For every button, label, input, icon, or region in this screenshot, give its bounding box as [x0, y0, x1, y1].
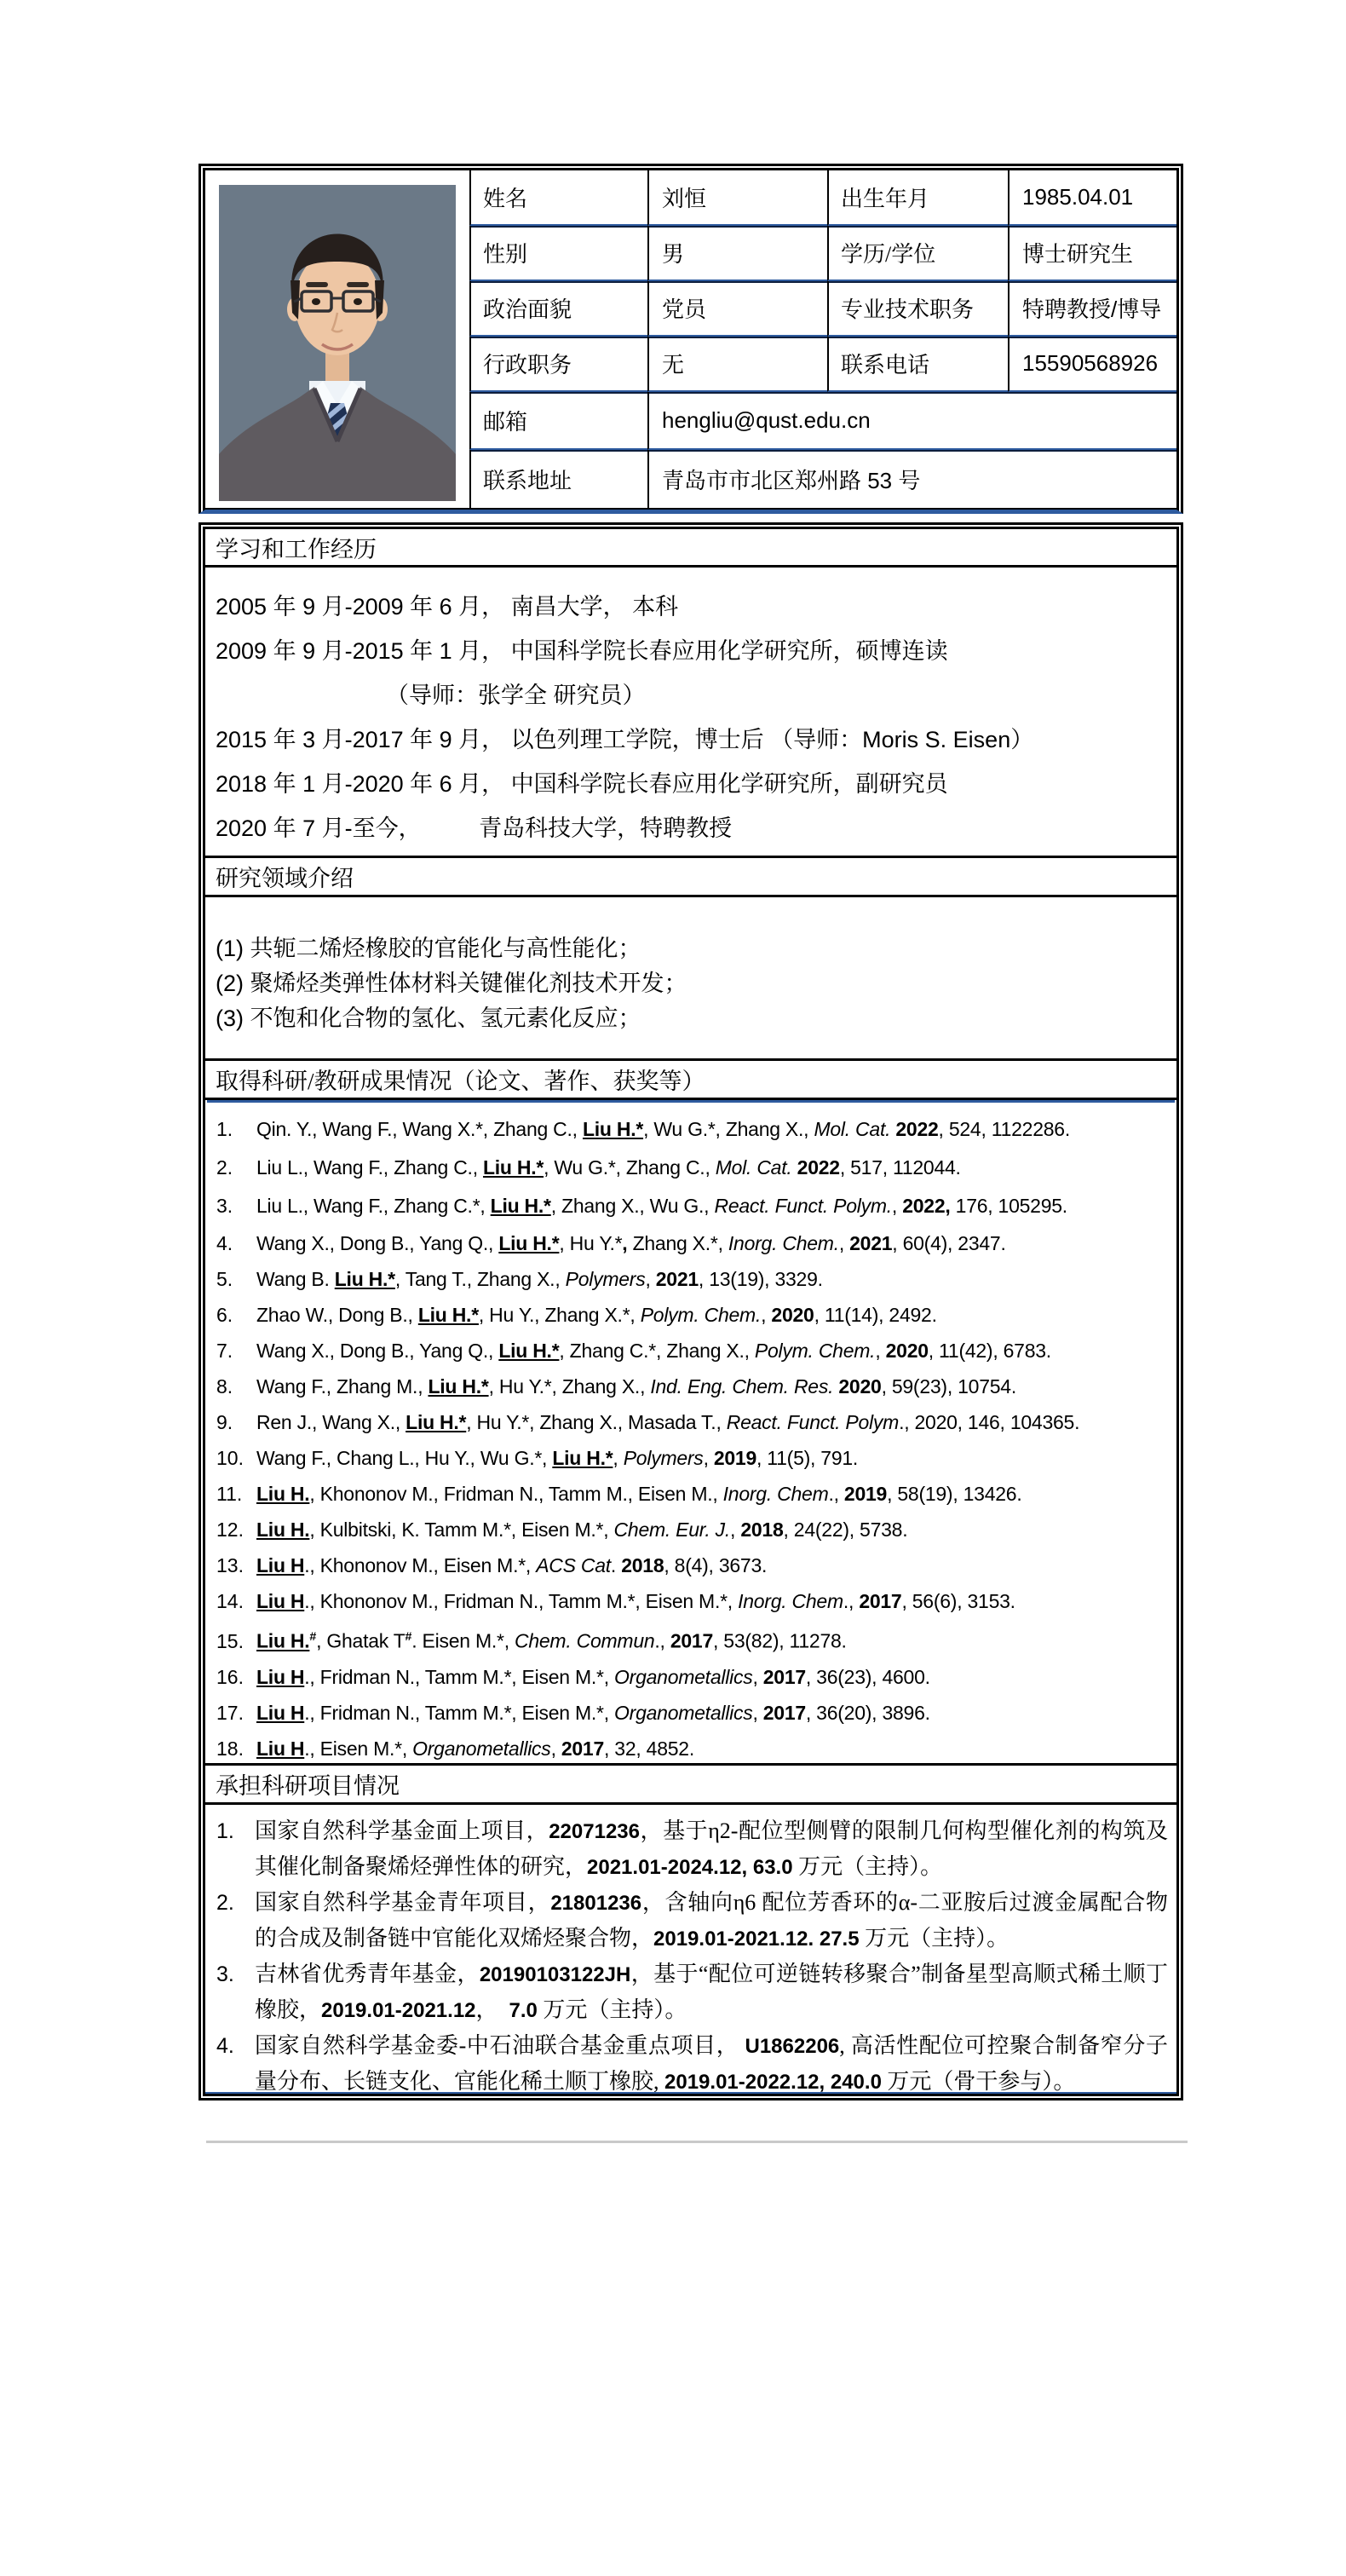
project-number: 4. [216, 2034, 234, 2058]
text-segment: Ind. Eng. Chem. Res. [650, 1375, 839, 1397]
portrait-photo [219, 185, 456, 501]
text-segment: # [309, 1630, 317, 1644]
text-segment: 万元（主持）。 [859, 1926, 1010, 1951]
text-segment: Polym. Chem. [640, 1304, 762, 1326]
text-segment: ., Khononov M., Eisen M.*, [304, 1554, 537, 1576]
text-segment: Liu H. [256, 1519, 310, 1541]
text-segment: Inorg. Chem [738, 1590, 843, 1612]
text-segment: ，含轴向η6 配位芳香环的α-二亚胺后过渡金属配合物的合成及制备链中官能化双烯烃聚合物， [255, 1890, 1168, 1951]
bottom-divider-line [206, 2141, 1188, 2143]
publication-text [256, 1547, 1170, 1583]
publication-text [256, 1261, 1170, 1297]
info-label: 专业技术职务 [827, 281, 1008, 337]
text-segment: ，基于η2-配位型侧臂的限制几何构型催化剂的构筑及其催化制备聚烯烃弹性体的研究， [255, 1818, 1168, 1879]
text-segment: 2020 [771, 1304, 814, 1326]
text-segment: 万元（骨干参与）。 [881, 2069, 1076, 2094]
project-text [255, 1885, 1168, 1956]
research-area-item: (2) 聚烯烃类弹性体材料关键催化剂技术开发； [216, 971, 687, 996]
publication-number: 1. [216, 1118, 233, 1140]
publication-text [256, 1659, 1170, 1695]
resume-document [198, 164, 1183, 2143]
text-segment: 20190103122JH [479, 1963, 631, 1986]
text-segment: 万元（主持）。 [792, 1854, 943, 1879]
publication-item [216, 1404, 1170, 1440]
publication-number: 10. [216, 1447, 244, 1469]
publication-text [256, 1149, 1170, 1187]
info-label: 出生年月 [827, 170, 1008, 226]
publication-item [216, 1619, 1170, 1659]
text-segment: , [752, 1701, 763, 1724]
text-segment: , 11(42), 6783. [928, 1340, 1051, 1362]
experience-line: 2009 年 9 月-2015 年 1 月， 中国科学院长春应用化学研究所，硕博连读 [216, 638, 948, 664]
info-value: 刘恒 [647, 170, 827, 226]
text-segment: 2017 [561, 1737, 605, 1760]
text-segment: , 11(5), 791. [756, 1447, 859, 1469]
text-segment: Chem. Eur. J. [613, 1519, 731, 1541]
info-label: 行政职务 [469, 337, 647, 392]
text-segment: 2022, [902, 1195, 951, 1217]
text-segment: , [645, 1268, 656, 1290]
text-segment: Liu H. [256, 1629, 310, 1652]
text-segment: Wang X., Dong B., Yang Q., [256, 1232, 499, 1254]
text-segment: Liu H.* [498, 1232, 560, 1254]
publication-text [256, 1187, 1170, 1225]
publication-number: 6. [216, 1304, 233, 1326]
text-segment: Wang B. [256, 1268, 335, 1290]
publication-number: 5. [216, 1268, 233, 1290]
text-segment: , [730, 1519, 741, 1541]
text-segment: , Wu G.*, Zhang C., [544, 1156, 716, 1179]
text-segment: , Ghatak T [316, 1629, 406, 1652]
text-segment: Zhang X.*, [632, 1232, 728, 1254]
text-segment: Ren J., Wang X., [256, 1411, 406, 1433]
publication-item [216, 1659, 1170, 1695]
text-segment: , 36(23), 4600. [805, 1665, 930, 1688]
text-segment: , 524, 1122286. [938, 1118, 1070, 1140]
text-segment: , [891, 1195, 903, 1217]
text-segment: Mol. Cat. [715, 1156, 797, 1179]
text-segment: Liu H.* [406, 1411, 467, 1433]
text-segment: Wang F., Chang L., Hu Y., Wu G.*, [256, 1447, 553, 1469]
project-text [255, 1956, 1168, 2028]
text-segment: 2020 [838, 1375, 882, 1397]
publication-text [256, 1404, 1170, 1440]
publication-number: 7. [216, 1340, 233, 1362]
project-number: 3. [216, 1962, 234, 1986]
photo-cell [205, 170, 469, 508]
text-segment: ., [654, 1629, 670, 1652]
text-segment: 2022 [895, 1118, 939, 1140]
text-segment: 2019 [843, 1483, 888, 1505]
text-segment: Chem. Commun [514, 1629, 655, 1652]
text-segment: Liu L., Wang F., Zhang C., [256, 1156, 483, 1179]
publication-item [216, 1583, 1170, 1619]
project-text [255, 2028, 1168, 2094]
text-segment: 176, 105295. [950, 1195, 1067, 1217]
text-segment: ., Fridman N., Tamm M.*, Eisen M.*, [304, 1665, 615, 1688]
text-segment: Liu H.* [482, 1156, 544, 1179]
text-segment: Liu H.* [417, 1304, 479, 1326]
text-segment: . Eisen M.*, [411, 1629, 515, 1652]
text-segment: , [761, 1304, 772, 1326]
text-segment: , 36(20), 3896. [805, 1701, 930, 1724]
text-segment: ， [475, 1997, 509, 2022]
text-segment: 2017 [859, 1590, 902, 1612]
info-value: 青岛市市北区郑州路 53 号 [647, 450, 1176, 508]
text-segment: , 517, 112044. [839, 1156, 961, 1179]
text-segment: Wang F., Zhang M., [256, 1375, 429, 1397]
publication-text [256, 1225, 1170, 1261]
text-segment: 2021.01-2024.12, 63.0 [587, 1856, 793, 1879]
publication-number: 14. [216, 1590, 244, 1612]
text-segment: Zhao W., Dong B., [256, 1304, 418, 1326]
text-segment: , 53(82), 11278. [713, 1629, 847, 1652]
publication-item [216, 1369, 1170, 1404]
publication-number: 15. [216, 1629, 244, 1652]
publication-item [216, 1261, 1170, 1297]
text-segment: , 58(19), 13426. [887, 1483, 1022, 1505]
text-segment: ., [843, 1590, 860, 1612]
text-segment: 吉林省优秀青年基金， [255, 1962, 480, 1986]
text-segment: , Kulbitski, K. Tamm M.*, Eisen M.*, [309, 1519, 614, 1541]
text-segment: Organometallics [412, 1737, 551, 1760]
experience-line: （导师：张学全 研究员） [386, 683, 646, 708]
text-segment: . [610, 1554, 622, 1576]
text-segment: Liu H [256, 1665, 305, 1688]
text-segment: 2017 [762, 1701, 806, 1724]
info-value: 15590568926 [1008, 337, 1176, 392]
text-segment: Organometallics [614, 1701, 753, 1724]
text-segment: Liu H.* [498, 1340, 560, 1362]
text-segment: Liu H.* [552, 1447, 613, 1469]
text-segment: , Tang T., Zhang X., [394, 1268, 566, 1290]
text-segment: , [622, 1232, 633, 1254]
text-segment: 2019.01-2022.12, 240.0 [664, 2071, 882, 2094]
text-segment: , Wu G.*, Zhang X., [643, 1118, 814, 1140]
info-value: 男 [647, 226, 827, 281]
text-segment: Liu H [256, 1554, 305, 1576]
publication-text [256, 1333, 1170, 1369]
publication-number: 9. [216, 1411, 233, 1433]
text-segment: , Zhang C.*, Zhang X., [559, 1340, 755, 1362]
text-segment: ., 2020, 146, 104365. [899, 1411, 1080, 1433]
text-segment: , 8(4), 3673. [664, 1554, 768, 1576]
text-segment: React. Funct. Polym. [714, 1195, 892, 1217]
publication-item [216, 1187, 1170, 1225]
section-content-research [205, 897, 1176, 1058]
text-segment: ACS Cat [536, 1554, 611, 1576]
research-area-item: (1) 共轭二烯烃橡胶的官能化与高性能化； [216, 936, 641, 961]
text-segment: ，基于“配位可逆链转移聚合”制备星型高顺式稀土顺丁橡胶， [255, 1962, 1168, 2022]
text-segment: Mol. Cat. [814, 1118, 896, 1140]
text-segment: ., [828, 1483, 844, 1505]
text-segment: , 11(14), 2492. [814, 1304, 937, 1326]
info-value: 1985.04.01 [1008, 170, 1176, 226]
publication-number: 4. [216, 1232, 233, 1254]
section-header-research: 研究领域介绍 [205, 856, 1176, 897]
project-item [216, 2028, 1168, 2094]
text-segment: 2018 [621, 1554, 664, 1576]
text-segment: , [875, 1340, 886, 1362]
project-item [216, 1885, 1168, 1956]
text-segment: 2019.01-2021.12. 27.5 [653, 1928, 860, 1951]
text-segment: Organometallics [614, 1665, 753, 1688]
text-segment: 22071236 [549, 1820, 640, 1843]
publication-number: 3. [216, 1195, 233, 1217]
text-segment: , [613, 1447, 624, 1469]
publication-item [216, 1110, 1170, 1149]
text-segment: 万元（主持）。 [537, 1997, 687, 2022]
publication-number: 2. [216, 1156, 233, 1179]
text-segment: Liu H.* [582, 1118, 644, 1140]
text-segment: , 32, 4852. [604, 1737, 694, 1760]
publication-text [256, 1110, 1170, 1149]
text-segment: 2021 [655, 1268, 699, 1290]
publication-number: 18. [216, 1737, 244, 1760]
publication-item [216, 1440, 1170, 1476]
text-segment: Liu H.* [334, 1268, 395, 1290]
publication-item [216, 1476, 1170, 1512]
personal-info-table [198, 164, 1183, 514]
info-value: 特聘教授/博导 [1008, 281, 1176, 337]
text-segment: Qin. Y., Wang F., Wang X.*, Zhang C., [256, 1118, 583, 1140]
text-segment: , [703, 1447, 714, 1469]
project-item [216, 1956, 1168, 2028]
text-segment: 2021 [849, 1232, 893, 1254]
text-segment: , [838, 1232, 850, 1254]
publication-item [216, 1731, 1170, 1763]
experience-line: 2005 年 9 月-2009 年 6 月， 南昌大学， 本科 [216, 594, 679, 620]
publication-item [216, 1149, 1170, 1187]
text-segment: , [752, 1665, 763, 1688]
text-segment: , Hu Y.*, Zhang X., [488, 1375, 651, 1397]
section-header-publications: 取得科研/教研成果情况（论文、著作、获奖等） [205, 1058, 1176, 1100]
info-label: 性别 [469, 226, 647, 281]
text-segment: ., Eisen M.*, [304, 1737, 413, 1760]
text-segment: Inorg. Chem. [728, 1232, 839, 1254]
text-segment: 2018 [740, 1519, 784, 1541]
text-segment: , 高活性配位可控聚合制备窄分子量分布、长链支化、官能化稀土顺丁橡胶, [255, 2033, 1168, 2094]
text-segment: 国家自然科学基金青年项目， [255, 1890, 551, 1915]
info-value: 博士研究生 [1008, 226, 1176, 281]
publication-item [216, 1547, 1170, 1583]
text-segment: 2017 [762, 1665, 806, 1688]
section-content-publications [205, 1100, 1176, 1763]
section-header-experience: 学习和工作经历 [205, 529, 1176, 568]
text-segment: , Khononov M., Fridman N., Tamm M., Eisen M., [309, 1483, 723, 1505]
text-segment: Liu H [256, 1590, 305, 1612]
text-segment: Liu H.* [428, 1375, 489, 1397]
info-value: 无 [647, 337, 827, 392]
text-segment: , [550, 1737, 561, 1760]
text-segment: Liu H [256, 1701, 305, 1724]
publication-number: 12. [216, 1519, 244, 1541]
info-label: 邮箱 [469, 392, 647, 450]
text-segment: Polym. Chem. [754, 1340, 876, 1362]
info-value: hengliu@qust.edu.cn [647, 392, 1176, 450]
info-label: 政治面貌 [469, 281, 647, 337]
text-segment: 21801236 [550, 1892, 642, 1915]
text-segment: , 59(23), 10754. [881, 1375, 1016, 1397]
text-segment: , Hu Y.*, Zhang X., Masada T., [466, 1411, 727, 1433]
publication-text [256, 1512, 1170, 1547]
text-segment: , Hu Y., Zhang X.*, [478, 1304, 641, 1326]
publication-text [256, 1476, 1170, 1512]
main-table [198, 522, 1183, 2101]
info-value: 党员 [647, 281, 827, 337]
text-segment: , 13(19), 3329. [698, 1268, 823, 1290]
research-area-item: (3) 不饱和化合物的氢化、氢元素化反应； [216, 1006, 641, 1031]
info-label: 联系电话 [827, 337, 1008, 392]
experience-line: 2015 年 3 月-2017 年 9 月， 以色列理工学院，博士后 （导师：Moris S. Eisen） [216, 727, 1034, 752]
publication-item [216, 1512, 1170, 1547]
text-segment: , 24(22), 5738. [783, 1519, 908, 1541]
project-number: 2. [216, 1891, 234, 1915]
text-segment: , 56(6), 3153. [901, 1590, 1015, 1612]
text-segment: , Hu Y.* [559, 1232, 623, 1254]
project-text [255, 1813, 1168, 1885]
text-segment: 国家自然科学基金面上项目， [255, 1818, 549, 1843]
text-segment: Wang X., Dong B., Yang Q., [256, 1340, 499, 1362]
text-segment: Liu H. [256, 1483, 310, 1505]
publication-item [216, 1225, 1170, 1261]
text-segment: 7.0 [509, 1999, 538, 2022]
project-number: 1. [216, 1819, 234, 1843]
publication-text [256, 1297, 1170, 1333]
publication-item [216, 1695, 1170, 1731]
personal-info-grid [205, 170, 1176, 510]
info-label: 学历/学位 [827, 226, 1008, 281]
text-segment: ., Khononov M., Fridman N., Tamm M.*, Eisen M.*, [304, 1590, 739, 1612]
publication-text [256, 1619, 1170, 1659]
experience-line: 2020 年 7 月-至今， 青岛科技大学，特聘教授 [216, 815, 733, 841]
section-content-experience [205, 568, 1176, 856]
publication-number: 8. [216, 1375, 233, 1397]
text-segment: Polymers [623, 1447, 704, 1469]
text-segment: Polymers [565, 1268, 646, 1290]
publication-text [256, 1731, 1170, 1763]
publication-text [256, 1695, 1170, 1731]
text-segment: # [405, 1630, 412, 1644]
publication-item [216, 1333, 1170, 1369]
text-segment: Inorg. Chem [722, 1483, 829, 1505]
publication-text [256, 1369, 1170, 1404]
text-segment: ., Fridman N., Tamm M.*, Eisen M.*, [304, 1701, 615, 1724]
text-segment: 2022 [797, 1156, 840, 1179]
publication-number: 13. [216, 1554, 244, 1576]
section-header-projects: 承担科研项目情况 [205, 1763, 1176, 1805]
text-segment: , Zhang X., Wu G., [550, 1195, 715, 1217]
text-segment: 2017 [670, 1629, 713, 1652]
publication-item [216, 1297, 1170, 1333]
text-segment: 2020 [885, 1340, 929, 1362]
experience-line: 2018 年 1 月-2020 年 6 月， 中国科学院长春应用化学研究所，副研究员 [216, 771, 948, 797]
section-content-projects [205, 1805, 1176, 2094]
publication-number: 17. [216, 1701, 244, 1724]
publication-text [256, 1583, 1170, 1619]
text-segment: 2019.01-2021.12 [321, 1999, 476, 2022]
publication-text [256, 1440, 1170, 1476]
info-label: 姓名 [469, 170, 647, 226]
text-segment: 2019 [713, 1447, 757, 1469]
text-segment: U1862206 [745, 2035, 840, 2058]
info-label: 联系地址 [469, 450, 647, 508]
text-segment: React. Funct. Polym [726, 1411, 900, 1433]
publication-number: 16. [216, 1665, 244, 1688]
project-item [216, 1813, 1168, 1885]
text-segment: 国家自然科学基金委-中石油联合基金重点项目， [255, 2033, 745, 2058]
text-segment: Liu H [256, 1737, 305, 1760]
text-segment: Liu H.* [490, 1195, 551, 1217]
text-segment: Liu L., Wang F., Zhang C.*, [256, 1195, 491, 1217]
text-segment: , 60(4), 2347. [892, 1232, 1006, 1254]
publication-number: 11. [216, 1483, 243, 1505]
